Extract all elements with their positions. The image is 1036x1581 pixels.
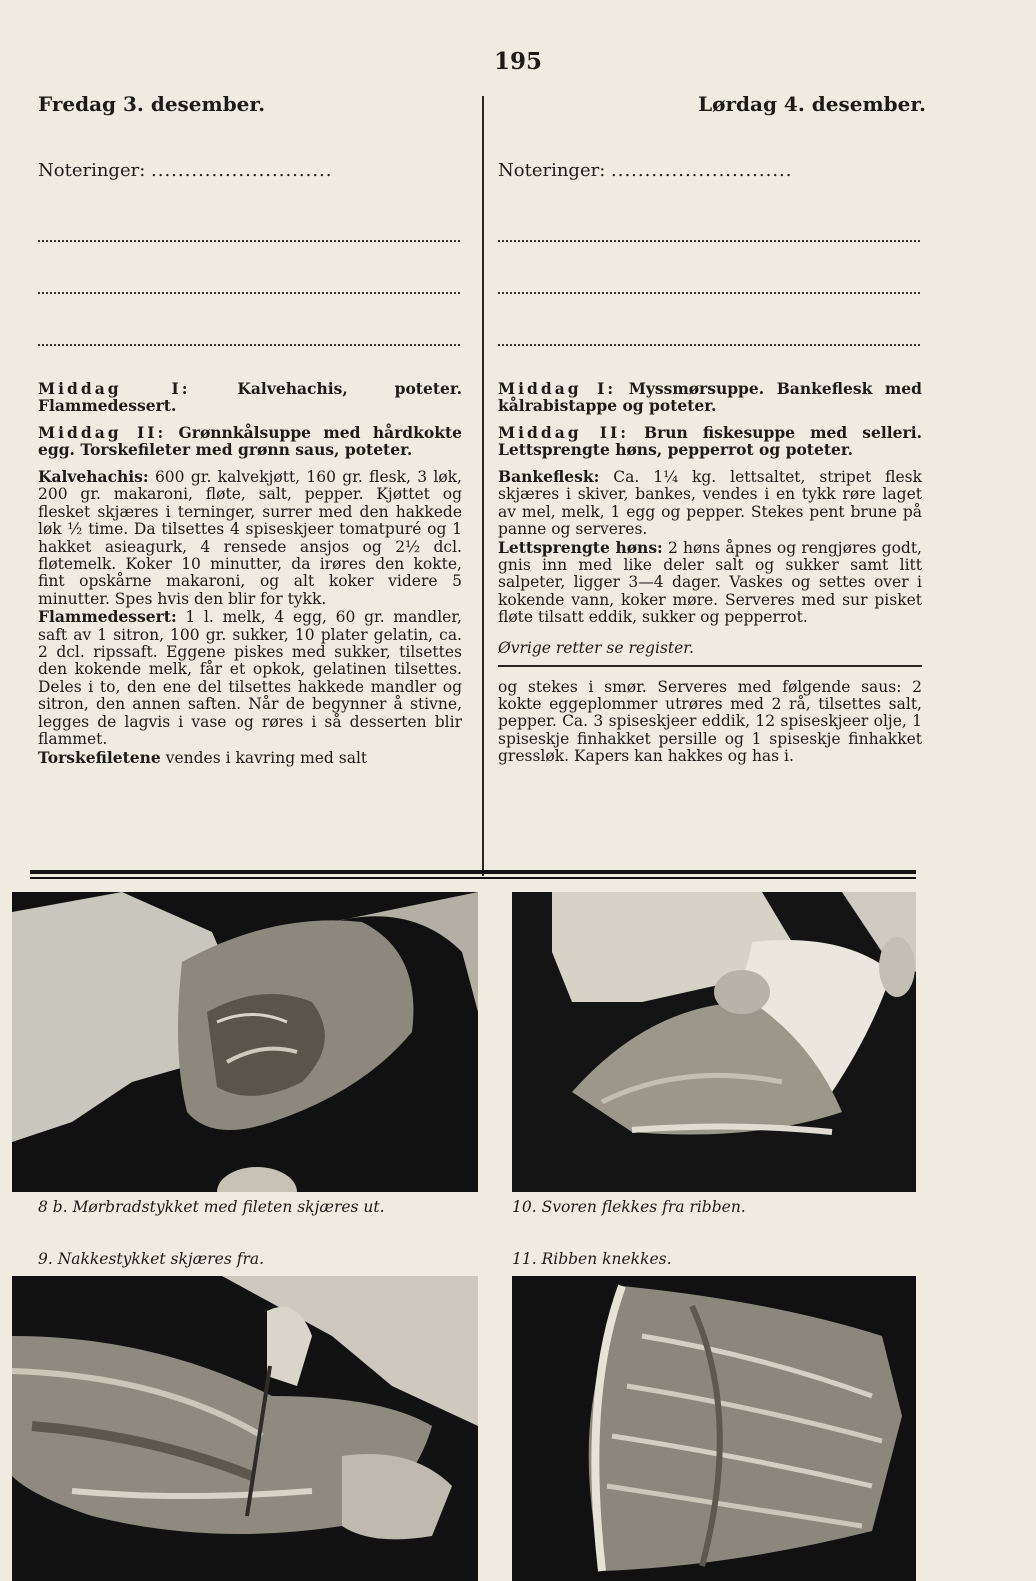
notes-line [498,262,920,294]
notes-line [38,262,460,294]
menu-1-label: Middag I: [498,379,617,398]
recipe-text: 2 høns åpnes og rengjøres godt, gnis inn med like deler salt og sukker samt litt salpeter, ligger 3—4 dager. Vaskes og settes over i kokende vann, koker møre. Serveres med sur pisket fløte tilsatt eddik, sukker og pepperrot. [498,538,922,627]
other-dishes-note: Øvrige retter se register. [498,638,694,657]
menu-1 [38,380,462,414]
left-column [38,160,462,767]
photo-section-rule [30,877,916,879]
menu-1-text: Kalvehachis, poteter. Flammedessert. [38,379,462,415]
recipe-text: vendes i kavring med salt [165,748,368,767]
notes-label: Noteringer: [38,160,146,181]
notes-line [498,314,920,346]
column-divider [482,96,484,876]
menu-2-label: Middag II: [38,423,167,442]
menu-2 [498,424,922,458]
caption-11: 11. Ribben knekkes. [512,1250,672,1268]
photo-9-neck-cut [12,1276,478,1581]
caption-10: 10. Svoren flekkes fra ribben. [512,1198,746,1216]
recipe-title: Kalvehachis: [38,467,149,486]
notes-label: Noteringer: [498,160,606,181]
notes-line [38,210,460,242]
menu-block [38,380,462,458]
photo-section-rule [30,870,916,874]
recipe-title: Torskefiletene [38,747,161,767]
recipe-text: 600 gr. kalvekjøtt, 160 gr. flesk, 3 løk, 200 gr. makaroni, fløte, salt, pepper. Kjøttet og flesket skjæres i terninger, surrer med den hakkede løk ½ time. Da tilsettes 4 spiseskjeer tomatpuré og 1 hakket asieagurk, 4 rensede ansjos og 2½ dcl. fløtemelk. Koker 10 minutter, da irøres den kokte, fint opskårne makaroni, og alt koker videre 5 minutter. Spes hvis den blir for tykk. [38,468,462,608]
recipe-flammedessert [38,608,462,748]
notes-line [38,314,460,346]
notes-section [38,160,462,190]
caption-9: 9. Nakkestykket skjæres fra. [38,1250,265,1268]
recipe-kalvehachis [38,468,462,608]
notes-dots: ........................... [611,160,793,181]
recipe-lettsprengte-hons [498,539,922,627]
menu-1-label: Middag I: [38,379,191,398]
recipe-bankeflesk [498,468,922,539]
right-column [498,160,922,766]
recipe-title: Lettsprengte høns: [498,537,663,557]
recipe-continuation: og stekes i smør. Serveres med følgende saus: 2 kokte eggeplommer utrøres med 2 rå, tilsettes salt, pepper. Ca. 3 spiseskjeer eddik, 12 spiseskjeer olje, 1 spiseskje finhakket persille og 1 spiseskje finhakket gressløk. Kapers kan hakkes og has i. [498,677,922,766]
menu-2-text: Grønnkålsuppe med hårdkokte egg. Torskefileter med grønn saus, poteter. [38,423,462,459]
day-heading-friday: Fredag 3. desember. [38,92,266,116]
recipe-text: Ca. 1¼ kg. lettsaltet, stripet flesk skjæres i skiver, bankes, vendes i en tykk røre laget av mel, melk, 1 egg og pepper. Stekes pent brune på panne og serveres. [498,468,922,539]
menu-2 [38,424,462,458]
day-heading-saturday: Lørdag 4. desember. [698,92,926,116]
menu-2-label: Middag II: [498,423,629,442]
notes-line [498,210,920,242]
recipe-title: Bankeflesk: [498,467,600,486]
menu-1-text: Myssmørsuppe. Bankeflesk med kålrabistappe og poteter. [498,379,922,415]
photo-10-rind-removal [512,892,916,1192]
notes-dots: ........................... [151,160,333,181]
page-number: 195 [493,48,542,75]
recipe-text: 1 l. melk, 4 egg, 60 gr. mandler, saft av 1 sitron, 100 gr. sukker, 10 plater gelatin, ca. 2 dcl. ripssaft. Eggene piskes med sukker, tilsettes den kokende melk, får et opkok, gelatinen tilsettes. Deles i to, den ene del tilsettes hakkede mandler og sitron, den annen saften. Når de begynner å stivne, legges de lagvis i vase og røres i så desserten blir flammet. [38,608,462,749]
notes-section [498,160,922,190]
caption-8b: 8 b. Mørbradstykket med fileten skjæres ut. [38,1198,385,1216]
menu-1 [498,380,922,414]
menu-2-text: Brun fiskesuppe med selleri. Lettsprengte høns, pepperrot og poteter. [498,423,922,459]
recipe-title: Flammedessert: [38,607,177,627]
recipe-torskefilet [38,749,462,767]
menu-block [498,380,922,458]
photo-11-rib-cracking [512,1276,916,1581]
photo-8b-tenderloin-cut [12,892,478,1192]
section-rule [498,665,922,667]
